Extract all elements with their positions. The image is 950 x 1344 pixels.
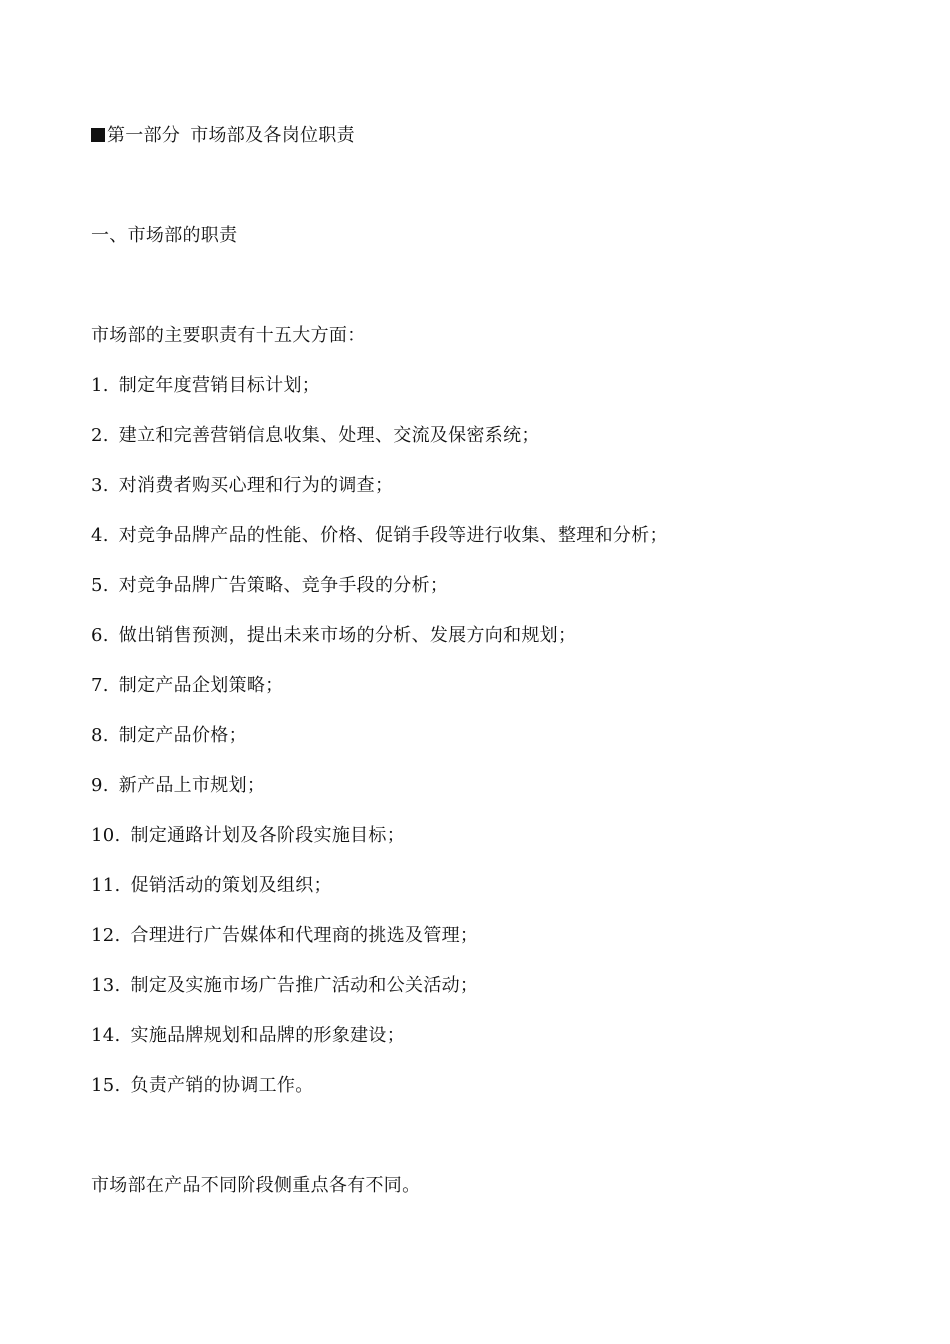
list-item-number: 1.	[91, 375, 109, 396]
list-item-number: 11.	[91, 875, 121, 896]
subheading: 一、市场部的职责	[91, 225, 238, 246]
list-item	[91, 724, 247, 748]
list-item-number: 13.	[91, 975, 121, 996]
list-item-text: 制定年度营销目标计划；	[118, 375, 321, 396]
list-item-text: 建立和完善营销信息收集、处理、交流及保密系统；	[118, 425, 540, 446]
list-item-number: 7.	[91, 675, 109, 696]
list-item	[91, 474, 393, 498]
list-item	[91, 974, 478, 998]
list-item-text: 对竞争品牌广告策略、竞争手段的分析；	[118, 575, 449, 596]
list-item-text: 负责产销的协调工作。	[130, 1075, 314, 1096]
list-item	[91, 424, 540, 448]
intro-paragraph: 市场部的主要职责有十五大方面：	[91, 325, 366, 346]
list-item	[91, 574, 448, 598]
list-item-number: 14.	[91, 1025, 121, 1046]
list-item	[91, 874, 332, 898]
section-title-text: 市场部及各岗位职责	[190, 125, 355, 146]
list-item-text: 促销活动的策划及组织；	[130, 875, 332, 896]
list-item-text: 做出销售预测，提出未来市场的分析、发展方向和规划；	[118, 625, 577, 646]
list-item	[91, 1074, 314, 1098]
list-item	[91, 1024, 405, 1048]
list-item-text: 对竞争品牌产品的性能、价格、促销手段等进行收集、整理和分析；	[118, 525, 668, 546]
list-item-number: 6.	[91, 625, 109, 646]
list-item-text: 制定通路计划及各阶段实施目标；	[130, 825, 406, 846]
list-item	[91, 824, 405, 848]
list-item	[91, 674, 283, 698]
list-item-text: 实施品牌规划和品牌的形象建设；	[130, 1025, 406, 1046]
list-item-text: 制定产品企划策略；	[118, 675, 284, 696]
closing-paragraph: 市场部在产品不同阶段侧重点各有不同。	[91, 1175, 421, 1196]
list-item-number: 9.	[91, 775, 109, 796]
list-item-text: 新产品上市规划；	[118, 775, 266, 796]
list-item-text: 制定产品价格；	[118, 725, 247, 746]
section-title-prefix: 第一部分	[107, 125, 181, 146]
square-bullet-icon	[91, 128, 105, 142]
list-item	[91, 524, 668, 548]
list-item-text: 对消费者购买心理和行为的调查；	[118, 475, 394, 496]
list-item-number: 10.	[91, 825, 121, 846]
list-item-text: 制定及实施市场广告推广活动和公关活动；	[130, 975, 479, 996]
list-item-text: 合理进行广告媒体和代理商的挑选及管理；	[130, 925, 479, 946]
section-title	[91, 124, 355, 148]
list-item-number: 5.	[91, 575, 109, 596]
list-item-number: 3.	[91, 475, 109, 496]
list-item	[91, 374, 320, 398]
list-item	[91, 624, 576, 648]
list-item-number: 4.	[91, 525, 109, 546]
list-item-number: 12.	[91, 925, 121, 946]
list-item	[91, 774, 265, 798]
list-item	[91, 924, 478, 948]
list-item-number: 8.	[91, 725, 109, 746]
list-item-number: 15.	[91, 1075, 121, 1096]
list-item-number: 2.	[91, 425, 109, 446]
